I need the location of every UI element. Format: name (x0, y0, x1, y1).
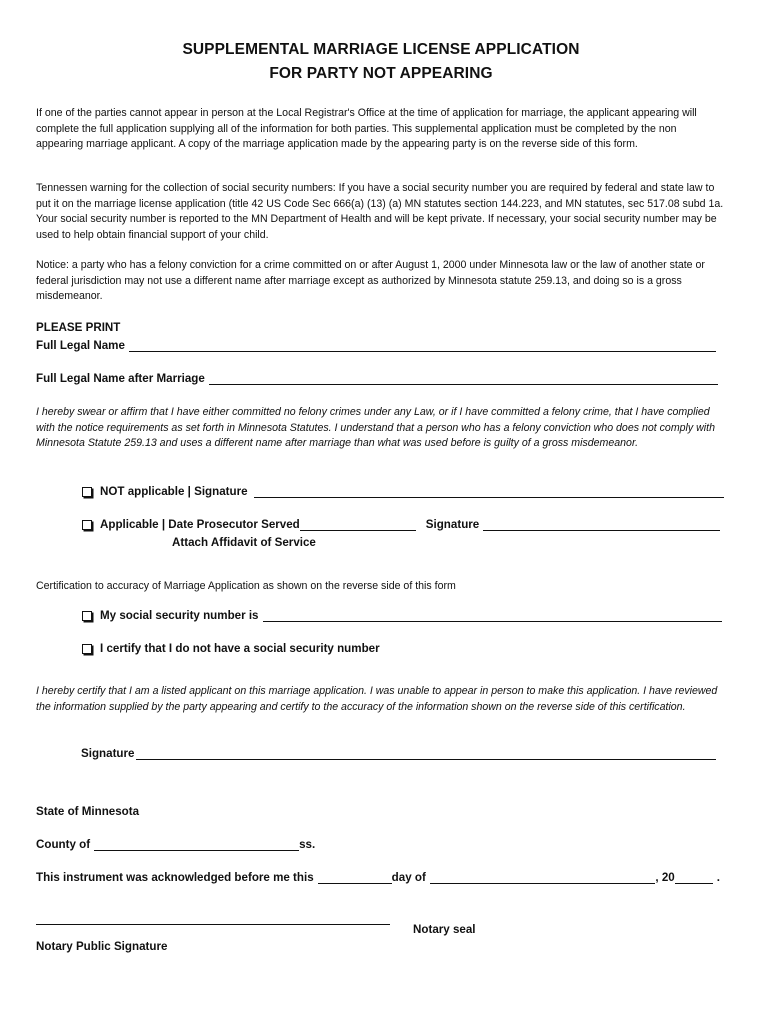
full-legal-name-field[interactable] (129, 339, 716, 352)
no-ssn-row (82, 642, 380, 655)
felony-notice: Notice: a party who has a felony conviction for a crime committed on or after August 1, 2000 under Minnesota law or the law of another state or federal jurisdiction may not use a different name after marriage except as authorized by Minnesota statute 259.13, and doing so is a gross misdemeanor. (36, 259, 705, 303)
acknowledged-label: This instrument was acknowledged before me this (36, 871, 314, 884)
intro-paragraph: If one of the parties cannot appear in person at the Local Registrar's Office at the time of application for marriage, the applicant appearing will complete the full application supplying all of the information for both parties. This supplemental application must be completed by the non appearing marriage applicant. A copy of the marriage application made by the appearing party is on the reverse side of this form. (36, 107, 697, 151)
signature-row (81, 747, 716, 760)
acknowledged-year-field[interactable] (675, 871, 713, 884)
ssn-field[interactable] (263, 609, 722, 622)
acknowledged-day-field[interactable] (318, 871, 392, 884)
certify-statement: I hereby certify that I am a listed applicant on this marriage application. I was unable to appear in person to make this application. I have reviewed the information supplied by the party appearing and certify to the accuracy of the information shown on the reverse side of this certification. (36, 685, 718, 713)
applicable-row (82, 518, 720, 531)
title-line-2: FOR PARTY NOT APPEARING (269, 65, 493, 82)
year-suffix: . (716, 871, 720, 884)
form-page (36, 38, 726, 953)
not-applicable-checkbox[interactable] (82, 487, 92, 497)
form-title (36, 38, 726, 86)
name-after-marriage-row (36, 372, 718, 385)
ssn-checkbox[interactable] (82, 611, 92, 621)
county-label: County of (36, 838, 91, 851)
applicable-signature-label: Signature (425, 518, 480, 531)
county-field[interactable] (94, 838, 299, 851)
day-of-label: day of (391, 871, 426, 884)
name-after-marriage-field[interactable] (209, 372, 718, 385)
title-line-1: SUPPLEMENTAL MARRIAGE LICENSE APPLICATION (182, 41, 580, 58)
attach-affidavit-note: Attach Affidavit of Service (172, 536, 316, 549)
applicable-label: Applicable | Date Prosecutor Served (100, 518, 300, 531)
ssn-row (82, 609, 722, 622)
ssn-label: My social security number is (100, 609, 259, 622)
signature-field[interactable] (136, 747, 716, 760)
signature-label: Signature (81, 747, 135, 760)
state-label: State of Minnesota (36, 805, 140, 818)
felony-oath: I hereby swear or affirm that I have either committed no felony crimes under any Law, or if I have committed a felony crime, that I have complied with the notice requirements as set forth in Minnesota Statutes. I understand that a person who has a felony conviction who does not comply with Minnesota Statute 259.13 and uses a different name after marriage than what was used before is guilty of a gross misdemeanor. (36, 406, 715, 450)
county-row (36, 838, 315, 851)
notary-seal-label: Notary seal (413, 923, 476, 936)
notary-signature-line[interactable] (36, 924, 390, 925)
no-ssn-checkbox[interactable] (82, 644, 92, 654)
not-applicable-signature-field[interactable] (254, 485, 724, 498)
full-legal-name-row (36, 339, 716, 352)
year-prefix: , 20 (655, 871, 675, 884)
acknowledged-month-field[interactable] (430, 871, 656, 884)
full-legal-name-label: Full Legal Name (36, 339, 125, 352)
name-after-marriage-label: Full Legal Name after Marriage (36, 372, 205, 385)
applicable-checkbox[interactable] (82, 520, 92, 530)
please-print-label: PLEASE PRINT (36, 321, 121, 334)
county-suffix: ss. (299, 838, 316, 851)
certification-heading: Certification to accuracy of Marriage Application as shown on the reverse side of this form (36, 580, 456, 592)
acknowledgement-row (36, 871, 720, 884)
no-ssn-label: I certify that I do not have a social security number (100, 642, 380, 655)
notary-signature-label: Notary Public Signature (36, 940, 168, 953)
not-applicable-row (82, 485, 724, 498)
tennessen-warning: Tennessen warning for the collection of social security numbers: If you have a social security number you are required by federal and state law to put it on the marriage license application (title 42 US Code Sec 666(a) (13) (a) MN statutes section 144.223, and MN statutes, sec 517.08 subd 1a. Your social security number is reported to the MN Department of Health and will be kept private. If necessary, your social security number may be used to help obtain financial support of your child. (36, 182, 724, 241)
date-prosecutor-served-field[interactable] (300, 518, 416, 531)
not-applicable-label: NOT applicable | Signature (100, 485, 248, 498)
applicable-signature-field[interactable] (483, 518, 720, 531)
